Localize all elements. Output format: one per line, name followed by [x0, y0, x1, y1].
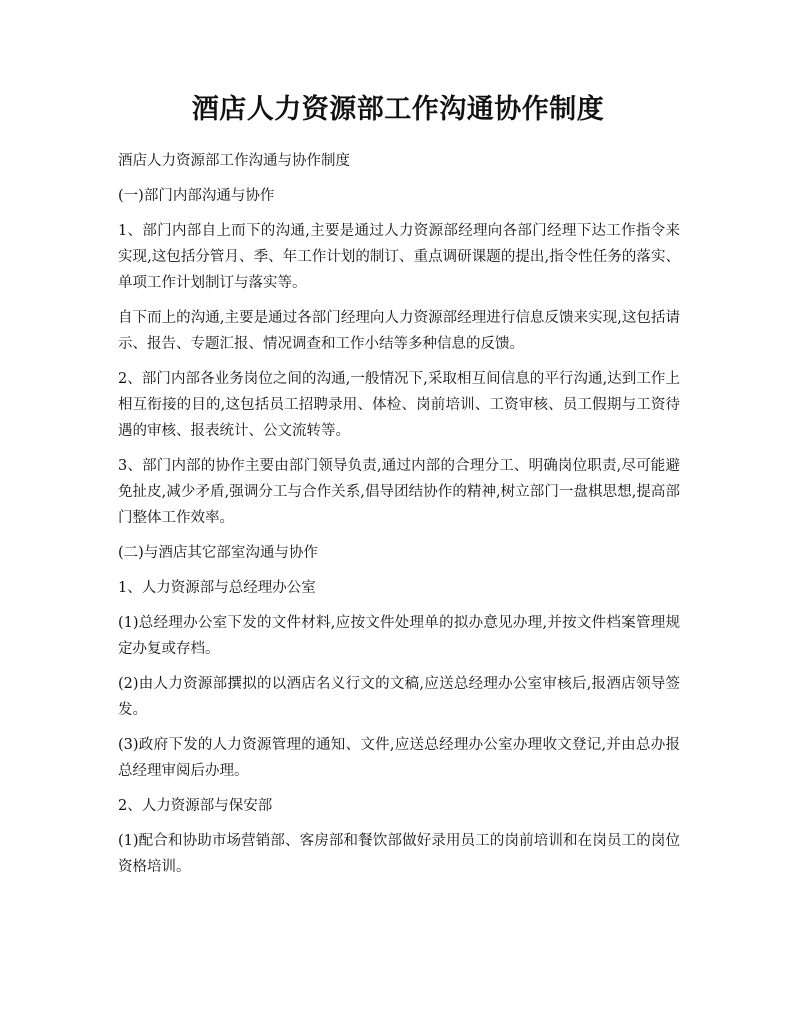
section-heading-internal: (一)部门内部沟通与协作	[118, 188, 275, 204]
paragraph-top-down: 1、部门内部自上而下的沟通,主要是通过人力资源部经理向各部门经理下达工作指令来实现,这包括分管月、季、年工作计划的制订、重点调研课题的提出,指令性任务的落实、单项工作计划制订与落实等。	[118, 223, 680, 291]
subsection-heading-security: 2、人力资源部与保安部	[118, 798, 273, 814]
document-title: 酒店人力资源部工作沟通协作制度	[191, 94, 605, 125]
subsection-heading-office: 1、人力资源部与总经理办公室	[118, 580, 316, 596]
paragraph-bottom-up: 自下而上的沟通,主要是通过各部门经理向人力资源部经理进行信息反馈来实现,这包括请示、报告、专题汇报、情况调查和工作小结等多种信息的反馈。	[118, 310, 680, 352]
paragraph-subtitle: 酒店人力资源部工作沟通与协作制度	[118, 153, 350, 169]
paragraph-office-item-2: (2)由人力资源部撰拟的以酒店名义行文的文稿,应送总经理办公室审核后,报酒店领导签发。	[118, 676, 680, 718]
paragraph-horizontal: 2、部门内部各业务岗位之间的沟通,一般情况下,采取相互间信息的平行沟通,达到工作上相互衔接的目的,这包括员工招聘录用、体检、岗前培训、工资审核、员工假期与工资待遇的审核、报表统计、公文流转等。	[118, 371, 680, 439]
section-heading-external: (二)与酒店其它部室沟通与协作	[118, 545, 318, 561]
paragraph-office-item-1: (1)总经理办公室下发的文件材料,应按文件处理单的拟办意见办理,并按文件档案管理规定办复或存档。	[118, 615, 680, 657]
paragraph-cooperation: 3、部门内部的协作主要由部门领导负责,通过内部的合理分工、明确岗位职责,尽可能避免扯皮,减少矛盾,强调分工与合作关系,倡导团结协作的精神,树立部门一盘棋思想,提高部门整体工作效率。	[118, 458, 680, 526]
paragraph-security-item-1: (1)配合和协助市场营销部、客房部和餐饮部做好录用员工的岗前培训和在岗员工的岗位资格培训。	[118, 833, 680, 875]
paragraph-office-item-3: (3)政府下发的人力资源管理的通知、文件,应送总经理办公室办理收文登记,并由总办报总经理审阅后办理。	[118, 737, 680, 779]
document-body	[118, 148, 680, 889]
